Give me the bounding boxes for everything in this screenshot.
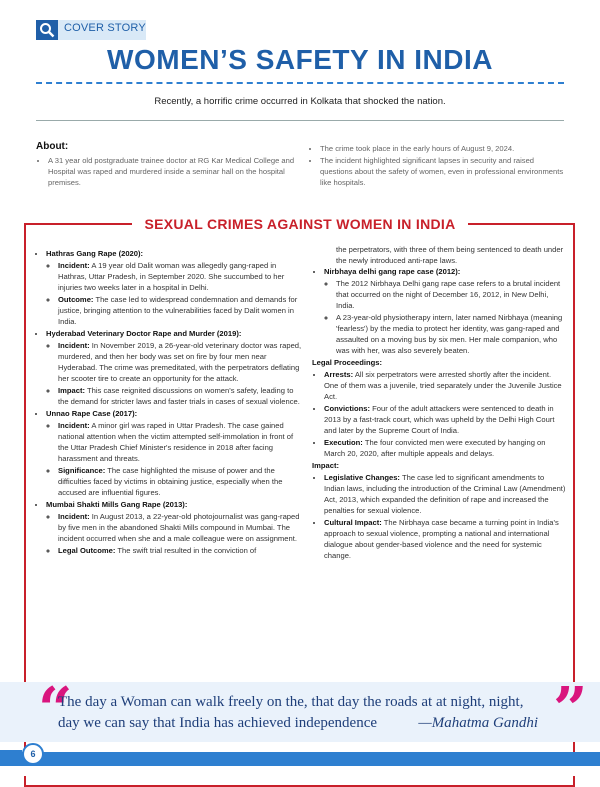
- case-title: Unnao Rape Case (2017):: [46, 409, 138, 418]
- crimes-right-column: [312, 244, 566, 562]
- case-point: ◦ Significance: The case highlighted the misuse of power and the difficulties faced by victims in obtaining justice, especially when the accused are influential figures.: [58, 465, 304, 498]
- case-title: Nirbhaya delhi gang rape case (2012):: [324, 267, 461, 276]
- impact-point: • Legislative Changes: The case led to significant amendments to Indian laws, including the introduction of the Criminal Law (Amendment) Act, 2013, which expanded the definition of rape and increased the penalties for sexual violence.: [324, 472, 566, 516]
- case-point: ◦ Outcome: The case led to widespread condemnation and demands for justice, bringing attention to the vulnerabilities faced by Dalit women in India.: [58, 294, 304, 327]
- legal-heading: Legal Proceedings:: [312, 358, 383, 367]
- case-item: [46, 248, 304, 327]
- case-point: ◦ Incident: A 19 year old Dalit woman was allegedly gang-raped in Hathras, Uttar Pradesh, in September 2020. She succumbed to her injuries two weeks later in a hospital in Delhi.: [58, 260, 304, 293]
- case-point: ◦ Incident: In November 2019, a 26-year-old veterinary doctor was raped, murdered, and then her body was set on fire by four men near Hyderabad. The crime was premeditated, with the perpetrators deflating her scooter tire to create an opportunity for the attack.: [58, 340, 304, 384]
- search-icon: [36, 20, 58, 40]
- case-point: ◦ Impact: This case reignited discussions on women's safety, leading to the demand for stricter laws and faster trials in cases of sexual violence.: [58, 385, 304, 407]
- case-item: [46, 499, 304, 556]
- quote-text: [58, 692, 558, 734]
- case-title: Hyderabad Veterinary Doctor Rape and Murder (2019):: [46, 329, 242, 338]
- title-divider: [36, 82, 564, 84]
- about-point: • The incident highlighted significant lapses in security and raised questions about the safety of women, even in professional environments like hospitals.: [320, 155, 564, 188]
- quote-line-1: The day a Woman can walk freely on the, that day the roads at at night, night,: [58, 694, 524, 710]
- about-left-column: [36, 155, 302, 189]
- case-point: ◦ A 23-year-old physiotherapy intern, later named Nirbhaya (meaning 'fearless') by the media to protect her identity, was gang-raped and assaulted on a moving bus by six men. Her male companion, who was with her, was also severely beaten.: [336, 312, 566, 356]
- legal-point: • Execution: The four convicted men were executed by hanging on March 20, 2020, after multiple appeals and delays.: [324, 437, 566, 459]
- page-tab: [0, 750, 22, 764]
- quote-author: —Mahatma Gandhi: [418, 715, 538, 731]
- case-point: ◦ The 2012 Nirbhaya Delhi gang rape case refers to a brutal incident that occurred on the night of December 16, 2012, in New Delhi, India.: [336, 278, 566, 311]
- about-point: • A 31 year old postgraduate trainee doctor at RG Kar Medical College and Hospital was raped and murdered inside a seminar hall on the hospital premises.: [48, 155, 302, 188]
- case-point: ◦ Legal Outcome: The swift trial resulted in the conviction of: [58, 545, 304, 556]
- case-point: ◦ Incident: A minor girl was raped in Uttar Pradesh. The case gained national attention when the victim attempted self-immolation in front of the Uttar Pradesh Chief Minister's residence in 2018 after facing harassment and threats.: [58, 420, 304, 464]
- section-label: COVER STORY: [64, 22, 146, 34]
- page-number: 6: [22, 743, 44, 765]
- impact-point: • Cultural Impact: The Nirbhaya case became a turning point in India's approach to sexual violence, prompting a national and international dialogue about gender-based violence and the need for systemic change.: [324, 517, 566, 561]
- case-title: Hathras Gang Rape (2020):: [46, 249, 144, 258]
- case-point: ◦ Incident: In August 2013, a 22-year-old photojournalist was gang-raped by five men in the abandoned Shakti Mills compound in Mumbai. The incident occurred when she and a male colleague were on assignment.: [58, 511, 304, 544]
- case-item: [324, 266, 566, 356]
- close-quote-icon: ”: [553, 675, 588, 745]
- intro-text: Recently, a horrific crime occurred in Kolkata that shocked the nation.: [154, 96, 446, 107]
- crimes-left-column: [34, 248, 304, 557]
- case-title: Mumbai Shakti Mills Gang Rape (2013):: [46, 500, 188, 509]
- open-quote-icon: “: [38, 675, 73, 745]
- about-heading: About:: [36, 141, 69, 152]
- impact-heading: Impact:: [312, 461, 340, 470]
- quote-line-2: day we can say that India has achieved independence: [58, 715, 378, 731]
- continued-text: the perpetrators, with three of them being sentenced to death under the newly introduced anti-rape laws.: [336, 245, 564, 265]
- page-title: WOMEN’S SAFETY IN INDIA: [107, 44, 493, 75]
- about-point: • The crime took place in the early hours of August 9, 2024.: [320, 143, 564, 154]
- about-right-column: [308, 143, 564, 189]
- case-item: [46, 408, 304, 498]
- crimes-banner: SEXUAL CRIMES AGAINST WOMEN IN INDIA: [132, 212, 467, 236]
- legal-point: • Convictions: Four of the adult attackers were sentenced to death in 2013 by a fast-track court, which was upheld by the Delhi High Court and later by the Supreme Court of India.: [324, 403, 566, 436]
- legal-point: • Arrests: All six perpetrators were arrested shortly after the incident. One of them was a juvenile, tried separately under the Juvenile Justice Act.: [324, 369, 566, 402]
- case-item: [46, 328, 304, 407]
- intro-divider: [36, 120, 564, 121]
